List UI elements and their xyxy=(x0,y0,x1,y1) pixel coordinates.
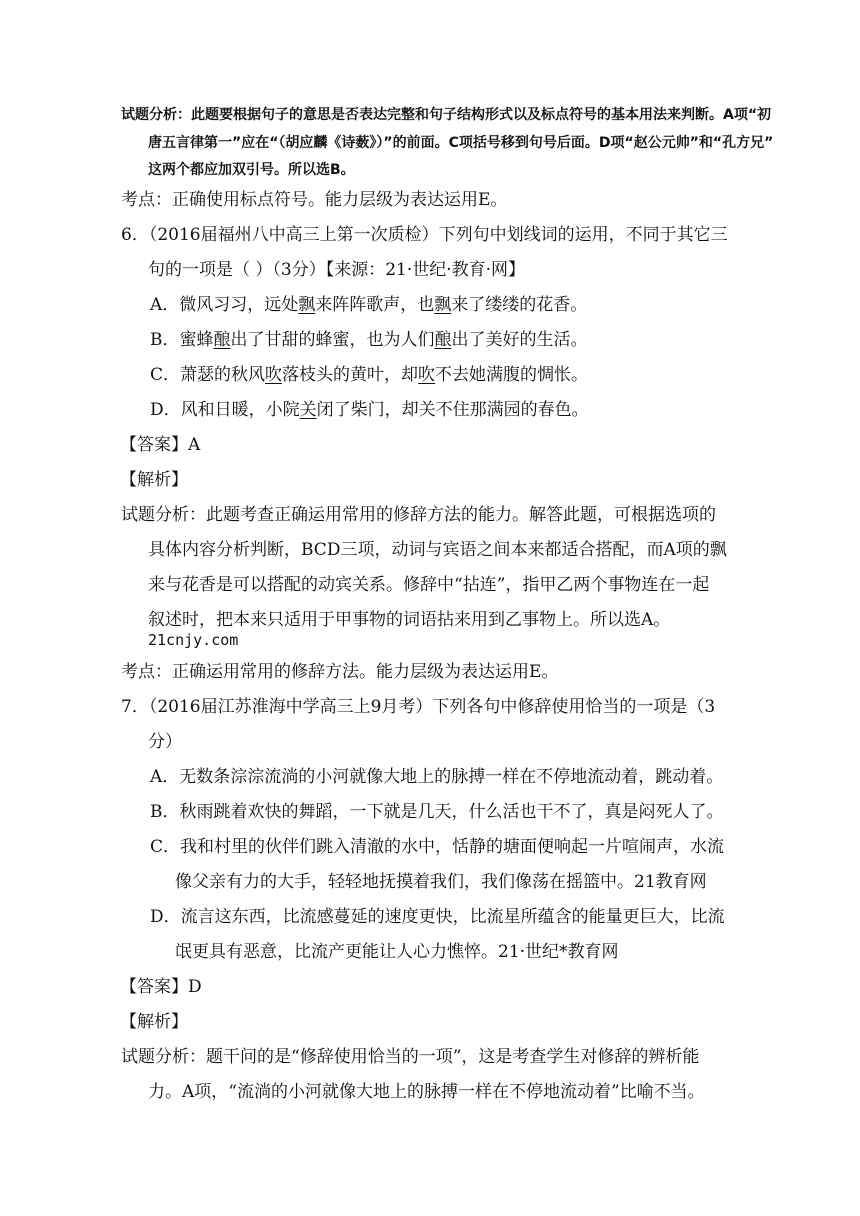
option-text: B．蜜蜂 xyxy=(150,330,214,350)
q6-jiexi-heading: 【解析】 xyxy=(120,470,188,490)
q7-stem-line-1: 7．（2016届江苏淮海中学高三上9月考）下列各句中修辞使用恰当的一项是（3 xyxy=(121,697,716,717)
option-text: 出了美好的生活。 xyxy=(451,330,588,350)
q6-analysis-line-2: 具体内容分析判断，BCD三项，动词与宾语之间本来都适合搭配，而A项的飘 xyxy=(148,540,727,560)
q6-option-c xyxy=(150,363,588,387)
option-text: 来了缕缕的花香。 xyxy=(451,295,588,315)
q7-option-d-line-1: D．流言这东西，比流感蔓延的速度更快，比流星所蕴含的能量更巨大，比流 xyxy=(150,907,725,927)
underlined-word: 酿 xyxy=(434,330,452,350)
underlined-word: 关 xyxy=(299,400,317,420)
q7-option-b: B．秋雨跳着欢快的舞蹈，一下就是几天，什么活也干不了，真是闷死人了。 xyxy=(150,802,724,822)
q6-analysis-line-5: 21cnjy.com xyxy=(148,631,239,649)
option-text: 闭了柴门，却关不住那满园的春色。 xyxy=(316,400,589,420)
q5-point: 考点：正确使用标点符号。能力层级为表达运用E。 xyxy=(121,190,508,210)
q7-stem-line-2: 分） xyxy=(148,732,182,752)
option-text: 来阵阵歌声，也 xyxy=(315,295,435,315)
underlined-word: 吹 xyxy=(265,365,283,385)
q6-point: 考点：正确运用常用的修辞方法。能力层级为表达运用E。 xyxy=(121,662,559,682)
q6-stem-line-2: 句的一项是（ ）（3分）【来源：21·世纪·教育·网】 xyxy=(148,260,526,280)
underlined-word: 飘 xyxy=(434,295,452,315)
option-text: 落枝头的黄叶，却 xyxy=(282,365,419,385)
q7-analysis-line-2: 力。A项，“流淌的小河就像大地上的脉搏一样在不停地流动着”比喻不当。 xyxy=(148,1082,705,1102)
option-text: A．微风习习，远处 xyxy=(150,295,299,315)
q6-option-d xyxy=(150,398,589,422)
option-text: C．萧瑟的秋风 xyxy=(150,365,266,385)
option-text: 出了甘甜的蜂蜜，也为人们 xyxy=(230,330,435,350)
q6-option-a xyxy=(150,293,587,317)
q7-option-d-line-2: 氓更具有恶意，比流产更能让人心力憔悴。21·世纪*教育网 xyxy=(175,942,619,962)
q6-analysis-line-4: 叙述时，把本来只适用于甲事物的词语拈来用到乙事物上。所以选A。 xyxy=(148,610,671,630)
option-text: D．风和日暖，小院 xyxy=(150,400,300,420)
q5-analysis-line-2: 唐五言律第一”应在“（胡应麟《诗薮》）”的前面。C项括号移到句号后面。D项“赵公元帅”和“孔方兄” xyxy=(148,135,774,151)
q7-analysis-line-1: 试题分析：题干问的是“修辞使用恰当的一项”，这是考查学生对修辞的辨析能 xyxy=(121,1047,700,1067)
underlined-word: 吹 xyxy=(418,365,436,385)
q6-answer: 【答案】A xyxy=(120,435,201,455)
q5-analysis-line-3: 这两个都应加双引号。所以选B。 xyxy=(148,162,355,178)
q7-option-a: A．无数条淙淙流淌的小河就像大地上的脉搏一样在不停地流动着，跳动着。 xyxy=(150,767,724,787)
underlined-word: 酿 xyxy=(213,330,231,350)
q6-stem-line-1: 6．（2016届福州八中高三上第一次质检）下列句中划线词的运用，不同于其它三 xyxy=(121,225,728,245)
q7-jiexi-heading: 【解析】 xyxy=(120,1012,188,1032)
q6-analysis-line-1: 试题分析：此题考查正确运用常用的修辞方法的能力。解答此题，可根据选项的 xyxy=(121,505,716,525)
q7-option-c-line-1: C．我和村里的伙伴们跳入清澈的水中，恬静的塘面便响起一片喧闹声，水流 xyxy=(150,837,725,857)
underlined-word: 飘 xyxy=(298,295,316,315)
option-text: 不去她满腹的惆怅。 xyxy=(435,365,589,385)
q7-option-c-line-2: 像父亲有力的大手，轻轻地抚摸着我们，我们像荡在摇篮中。21教育网 xyxy=(175,872,707,892)
q7-answer: 【答案】D xyxy=(120,977,202,997)
q6-option-b xyxy=(150,328,588,352)
q5-analysis-line-1: 试题分析：此题要根据句子的意思是否表达完整和句子结构形式以及标点符号的基本用法来判断。A项“初 xyxy=(121,107,772,123)
q6-analysis-line-3: 来与花香是可以搭配的动宾关系。修辞中“拈连”，指甲乙两个事物连在一起 xyxy=(148,575,710,595)
